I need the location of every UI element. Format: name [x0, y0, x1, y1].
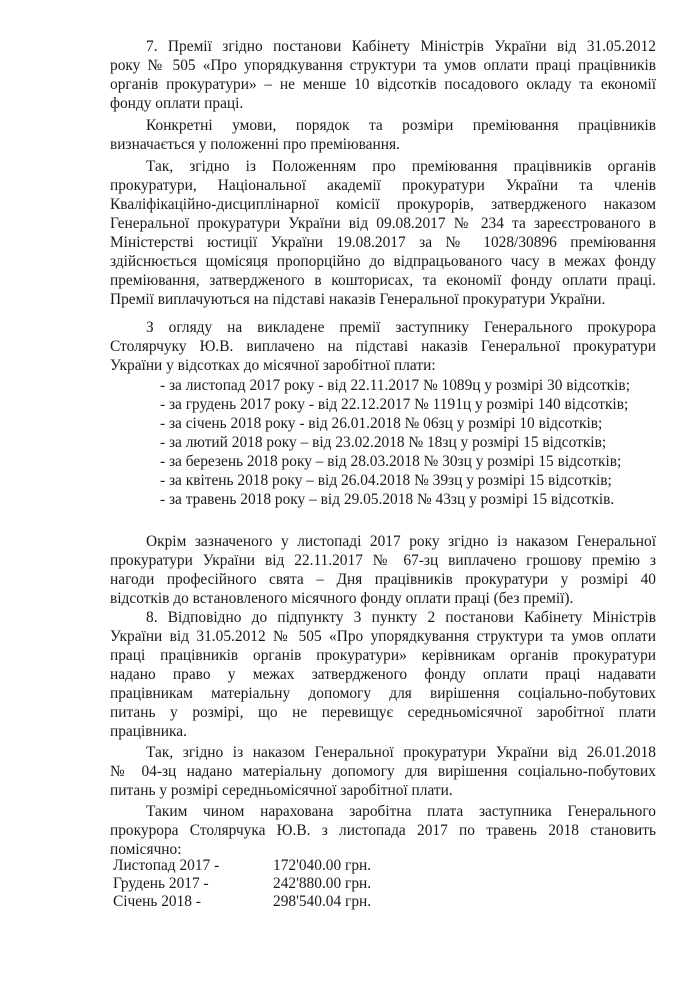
- paragraph-order-line: Так, згідно із наказом Генеральної прокуратури України від 26.01.2018: [146, 744, 656, 761]
- paragraph-given-line: Столярчуку Ю.В. виплачено на підставі наказів Генеральної прокуратури: [110, 338, 656, 355]
- paragraph-8-line: України від 31.05.2012 № 505 «Про упорядкування структури та умов оплати: [110, 628, 656, 645]
- paragraph-8-line: працівникам матеріальну допомогу для вирішення соціально-побутових: [110, 685, 656, 702]
- salary-amount: 298'540.04 грн.: [273, 893, 372, 910]
- salary-amount: 242'880.00 грн.: [273, 875, 372, 892]
- paragraph-besides-line: відсотків до встановленого місячного фонду оплати праці (без премії).: [110, 590, 574, 607]
- paragraph-besides-line: Окрім зазначеного у листопаді 2017 року згідно із наказом Генеральної: [146, 533, 656, 550]
- paragraph-8-line: праці працівників органів прокуратури» керівникам органів прокуратури: [110, 647, 656, 664]
- paragraph-regulation-line: преміювання, затвердженого в кошторисах, та економії фонду оплати праці.: [110, 272, 656, 289]
- paragraph-7-line: 7. Премії згідно постанови Кабінету Міністрів України від 31.05.2012: [146, 38, 656, 55]
- paragraph-7-line: органів прокуратури» – не менше 10 відсотків посадового окладу та економії: [110, 76, 656, 93]
- paragraph-8-line: надано право у межах затвердженого фонду оплати праці надавати: [110, 666, 656, 683]
- paragraph-regulation-line: Генеральної прокуратури України від 09.08.2017 № 234 та зареєстрованого в: [110, 215, 656, 232]
- paragraph-8-line: працівника.: [110, 723, 187, 740]
- paragraph-regulation-line: Міністерстві юстиції України 19.08.2017 за № 1028/30896 преміювання: [110, 234, 656, 251]
- paragraph-regulation-line: Так, згідно із Положенням про преміювання працівників органів: [146, 158, 656, 175]
- paragraph-besides-line: нагоди професійного свята – Дня працівників прокуратури у розмірі 40: [110, 571, 656, 588]
- paragraph-7-line: року № 505 «Про упорядкування структури та умов оплати праці працівників: [110, 57, 656, 74]
- paragraph-given-line: З огляду на викладене премії заступнику Генерального прокурора: [146, 319, 656, 336]
- salary-month: Січень 2018 -: [113, 893, 201, 910]
- paragraph-thus-line: Таким чином нарахована заробітна плата заступника Генерального: [146, 803, 656, 820]
- paragraph-given-line: України у відсотках до місячної заробітної плати:: [110, 357, 436, 374]
- paragraph-order-line: питань у розмірі середньомісячної заробітної плати.: [110, 782, 453, 799]
- bonus-list-item: - за грудень 2017 року - від 22.12.2017 № 1191ц у розмірі 140 відсотків;: [160, 396, 629, 413]
- paragraph-7-line: фонду оплати праці.: [110, 95, 244, 112]
- paragraph-8-line: питань у розмірі, що не перевищує середньомісячної заробітної плати: [110, 704, 656, 721]
- bonus-list-item: - за січень 2018 року - від 26.01.2018 № 06зц у розмірі 10 відсотків;: [160, 415, 603, 432]
- paragraph-regulation-line: прокуратури, Національної академії прокуратури України та членів: [110, 177, 656, 194]
- paragraph-thus-line: помісячно:: [110, 841, 182, 858]
- paragraph-regulation-line: Премії виплачуються на підставі наказів Генеральної прокуратури України.: [110, 291, 606, 308]
- paragraph-order-line: № 04-зц надано матеріальну допомогу для вирішення соціально-побутових: [110, 763, 656, 780]
- paragraph-thus-line: прокурора Столярчука Ю.В. з листопада 2017 по травень 2018 становить: [110, 822, 656, 839]
- salary-month: Грудень 2017 -: [113, 875, 209, 892]
- salary-month: Листопад 2017 -: [113, 857, 220, 874]
- bonus-list-item: - за травень 2018 року – від 29.05.2018 № 43зц у розмірі 15 відсотків.: [160, 491, 615, 508]
- paragraph-8-line: 8. Відповідно до підпункту 3 пункту 2 постанови Кабінету Міністрів: [146, 609, 656, 626]
- bonus-list-item: - за лютий 2018 року – від 23.02.2018 № 18зц у розмірі 15 відсотків;: [160, 434, 607, 451]
- paragraph-conditions-line: Конкретні умови, порядок та розміри преміювання працівників: [146, 117, 656, 134]
- bonus-list-item: - за квітень 2018 року – від 26.04.2018 № 39зц у розмірі 15 відсотків;: [160, 472, 612, 489]
- paragraph-besides-line: прокуратури України від 22.11.2017 № 67-зц виплачено грошову премію з: [110, 552, 656, 569]
- paragraph-conditions-line: визначається у положенні про преміювання.: [110, 136, 400, 153]
- paragraph-regulation-line: здійснюється щомісяця пропорційно до відпрацьованого часу в межах фонду: [110, 253, 656, 270]
- bonus-list-item: - за листопад 2017 року - від 22.11.2017 № 1089ц у розмірі 30 відсотків;: [160, 377, 630, 394]
- bonus-list-item: - за березень 2018 року – від 28.03.2018 № 30зц у розмірі 15 відсотків;: [160, 453, 622, 470]
- paragraph-regulation-line: Кваліфікаційно-дисциплінарної комісії прокурорів, затвердженого наказом: [110, 196, 656, 213]
- salary-amount: 172'040.00 грн.: [273, 857, 372, 874]
